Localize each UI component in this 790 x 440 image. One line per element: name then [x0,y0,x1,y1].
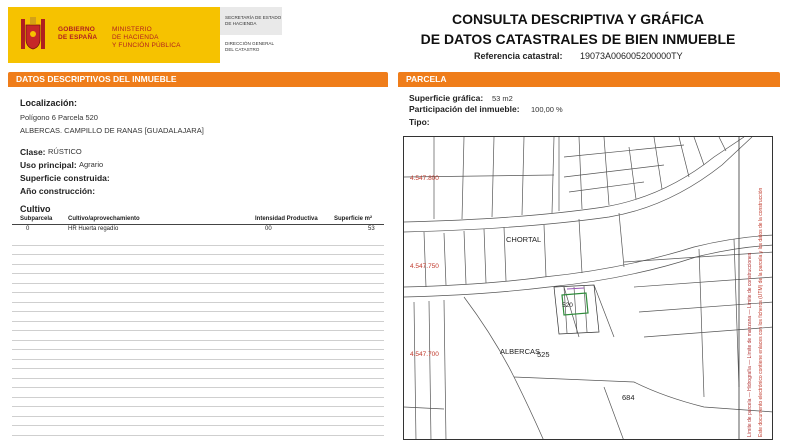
map-drawing [404,137,773,440]
table-row [12,225,384,235]
secretaria-text: SECRETARÍA DE ESTADO DE HACIENDA [225,15,282,26]
table-rule-line [12,265,384,275]
cell-cultivo: HR Huerta regadío [68,226,119,232]
table-rule-line [12,284,384,294]
table-rule-line [12,312,384,322]
col-intensidad: Intensidad Productiva [255,216,318,222]
participacion-value: 100,00 % [531,105,563,114]
table-rule-line [12,322,384,332]
table-rule-line [12,360,384,370]
map-label-684: 684 [622,393,635,402]
table-rule-line [12,246,384,256]
table-rule-line [12,398,384,408]
table-rule-line [12,331,384,341]
participacion-label: Participación del inmueble: [409,104,520,114]
gov-name-line1: GOBIERNO [58,26,95,33]
ministry-line3: Y FUNCIÓN PÚBLICA [112,42,181,49]
uso-principal-value: Agrario [79,160,104,169]
ministry-line2: DE HACIENDA [112,34,159,41]
table-rule-line [12,341,384,351]
col-subparcela: Subparcela [20,216,53,222]
table-rule-line [12,255,384,265]
table-rule-line [12,274,384,284]
government-name [58,26,97,42]
table-rule-line [12,350,384,360]
empty-table-lines [12,236,384,440]
cell-subparcela: 0 [26,226,30,232]
table-rule-line [12,303,384,313]
tipo-label: Tipo: [409,117,430,127]
col-cultivo: Cultivo/aprovechamiento [68,216,140,222]
descriptive-data-header: DATOS DESCRIPTIVOS DEL INMUEBLE [8,72,388,87]
table-rule-line [12,379,384,389]
table-rule-line [12,369,384,379]
cultivo-title: Cultivo [20,204,51,214]
map-legend-text: Límite de parcela — Hidrografía — Límite de manzana — Límite de construcciones [747,252,753,437]
table-rule-line [12,407,384,417]
map-label-520: 520 [562,302,573,309]
coord-label-3: 4.547.700 [410,351,439,358]
anio-construccion-label: Año construcción: [20,186,96,196]
superficie-construida-label: Superficie construida: [20,173,110,183]
table-rule-line [12,426,384,436]
table-rule-line [12,236,384,246]
clase-label: Clase: [20,147,46,157]
ministry-line1: MINISTERIO [112,26,152,33]
table-rule-line [12,293,384,303]
coat-of-arms-icon [18,15,48,55]
direccion-text: DIRECCIÓN GENERAL DEL CATASTRO [225,41,274,52]
localizacion-line2: ALBERCAS. CAMPILLO DE RANAS [GUADALAJARA] [20,126,204,135]
title-line2: DE DATOS CATASTRALES DE BIEN INMUEBLE [420,31,736,47]
government-logo-block [8,7,220,63]
cell-superficie: 53 [368,226,375,232]
reference-value: 19073A006005200000TY [580,51,683,61]
localizacion-label: Localización: [20,98,78,108]
table-rule-line [12,388,384,398]
document-title [388,9,768,49]
localizacion-line1: Polígono 6 Parcela 520 [20,113,98,122]
parcela-header: PARCELA [398,72,780,87]
superficie-grafica-value: 53 m2 [492,94,513,103]
coord-label-1: 4.547.800 [410,175,439,182]
uso-principal-label: Uso principal: [20,160,77,170]
map-label-albercas: ALBERCAS [500,347,541,356]
map-footnote-text: Este documento electrónico contiene enlaces con los ficheros (UTM) de la parcela y los datos de la construcción [758,187,764,437]
cell-intensidad: 00 [265,226,272,232]
map-label-525: 525 [537,350,550,359]
cadastral-map [403,136,773,440]
title-line1: CONSULTA DESCRIPTIVA Y GRÁFICA [451,11,704,27]
coord-label-2: 4.547.750 [410,263,439,270]
reference-label: Referencia catastral: [474,51,563,61]
ministry-name [112,26,181,50]
cultivo-table-header [12,215,384,225]
superficie-grafica-label: Superficie gráfica: [409,93,484,103]
map-label-chortal: CHORTAL [506,235,542,244]
table-rule-line [12,417,384,427]
col-superficie: Superficie m² [334,216,373,222]
gov-name-line2: DE ESPAÑA [58,34,98,41]
clase-value: RÚSTICO [48,147,82,156]
